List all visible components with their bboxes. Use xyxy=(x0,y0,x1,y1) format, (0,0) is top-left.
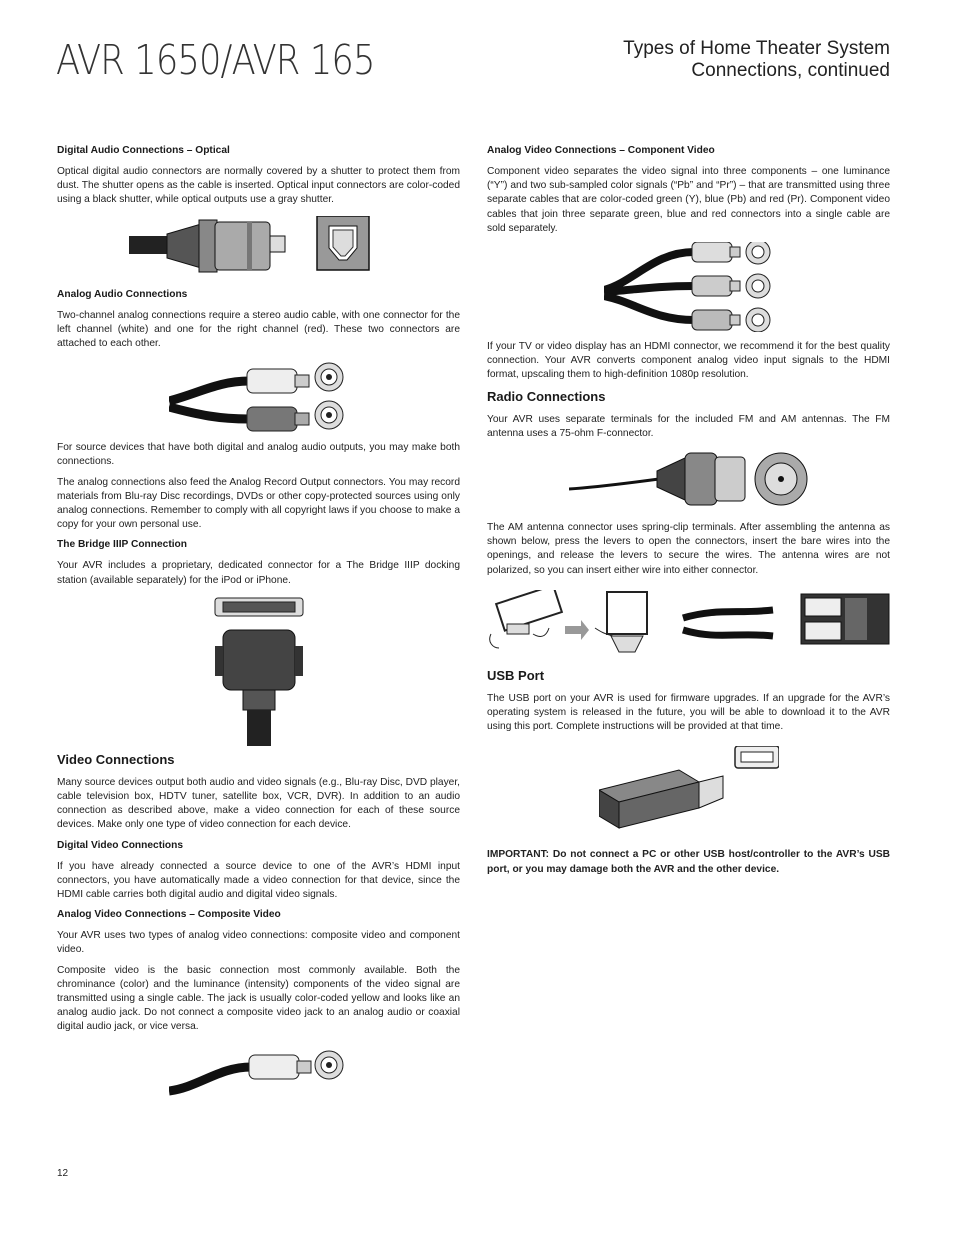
page-number: 12 xyxy=(57,1168,69,1179)
analog-audio-text: Two-channel analog connections require a stereo audio cable, with one connector for the left channel (white) and one for the right channel (red). These two connectors are attached to each other. xyxy=(57,309,460,350)
section-title-line1: Types of Home Theater System xyxy=(623,38,890,59)
record-output-text: The analog connections also feed the Analog Record Output connectors. You may record materials from Blu-ray Disc recordings, DVDs or other copy-protected sources using only analog connections. Remember to comply with all copyright laws if you choose to make a copy for your own personal use. xyxy=(57,476,460,531)
composite-cable-illustration xyxy=(169,1047,349,1097)
analog-audio-heading: Analog Audio Connections xyxy=(57,288,188,300)
digital-video-heading: Digital Video Connections xyxy=(57,839,184,851)
model-title: AVR 1650/AVR 165 xyxy=(56,36,375,84)
am-antenna-illustration xyxy=(487,590,891,656)
composite-video-heading: Analog Video Connections – Composite Video xyxy=(57,909,281,921)
digital-video-text: If you have already connected a source device to one of the AVR’s HDMI input connectors, you have automatically made a video connection for that device, since the HDMI cable carries both digital audio and digital video signals. xyxy=(57,860,460,901)
right-column xyxy=(487,144,890,883)
video-connections-text: Many source devices output both audio and video signals (e.g., Blu-ray Disc, DVD player, cable television box, HDTV tuner, satellite box, VCR, DVR). In addition to an audio connection as described above, make a video connection for each of these source devices. Make only one type of video connection for each device. xyxy=(57,776,460,831)
component-video-text: Component video separates the video signal into three components – one luminance (“Y”) and two sub-sampled color signals (“Pb” and “Pr”) – that are transmitted using three separate cables that are color-coded green (Y), blue (Pb) and red (Pr). Component video cables that join three separate green, blue and red connectors into a single cable are sold separately. xyxy=(487,166,890,234)
usb-port-heading: USB Port xyxy=(487,667,545,683)
radio-connections-text: Your AVR uses separate terminals for the included FM and AM antennas. The FM antenna uses a 75-ohm F-connector. xyxy=(487,413,890,439)
fm-connector-illustration xyxy=(569,449,809,511)
hdmi-recommend-text: If your TV or video display has an HDMI connector, we recommend it for the best quality connection. Your AVR converts component analog video input signals to the HDMI format, upscaling them to high-definition 1080p resolution. xyxy=(487,341,890,381)
usb-important-note: IMPORTANT: Do not connect a PC or other USB host/controller to the AVR’s USB port, or you may damage both the AVR and the other device. xyxy=(487,849,890,875)
both-connections-text: For source devices that have both digital and analog audio outputs, you may make both connections. xyxy=(57,442,460,468)
usb-port-text: The USB port on your AVR is used for firmware upgrades. If an upgrade for the AVR’s operating system is released in the future, you will be able to download it to the AVR using this port. Complete instructions will be provided at that time. xyxy=(487,692,890,733)
optical-heading: Digital Audio Connections – Optical xyxy=(57,145,230,156)
video-connections-heading: Video Connections xyxy=(57,751,175,767)
component-video-heading: Analog Video Connections – Component Video xyxy=(487,145,715,156)
radio-connections-heading: Radio Connections xyxy=(487,388,606,404)
usb-stick-illustration xyxy=(599,746,779,830)
bridge-heading: The Bridge IIIP Connection xyxy=(57,539,187,551)
composite-video-text-2: Composite video is the basic connection most commonly available. Both the chrominance (color) and the luminance (intensity) components of the video signal are transmitted using a single cable. The jack is usually color-coded yellow and looks like an analog audio jack. Do not connect a composite video jack to an analog audio or coaxial digital audio jack, or vice versa. xyxy=(57,964,460,1033)
section-title xyxy=(623,38,890,82)
section-title-line2: Connections, continued xyxy=(691,60,890,81)
analog-audio-cable-illustration xyxy=(169,357,349,435)
optical-text: Optical digital audio connectors are normally covered by a shutter to protect them from dust. The shutter opens as the cable is inserted. Optical input connectors are color-coded using a black shutter, while optical outputs use a gray shutter. xyxy=(57,166,460,206)
left-column xyxy=(57,144,460,1097)
composite-video-text-1: Your AVR uses two types of analog video connections: composite video and component video. xyxy=(57,930,460,956)
bridge-text: Your AVR includes a proprietary, dedicated connector for a The Bridge IIIP docking station (available separately) for the iPod or iPhone. xyxy=(57,560,460,586)
component-cable-illustration xyxy=(604,242,774,332)
bridge-connector-illustration xyxy=(211,596,307,746)
am-antenna-text: The AM antenna connector uses spring-clip terminals. After assembling the antenna as shown below, press the levers to open the connectors, insert the bare wires into the openings, and release the levers to secure the wires. The antenna wires are not polarized, so you can insert either wire into either connector. xyxy=(487,522,890,576)
optical-connector-illustration xyxy=(129,216,389,278)
